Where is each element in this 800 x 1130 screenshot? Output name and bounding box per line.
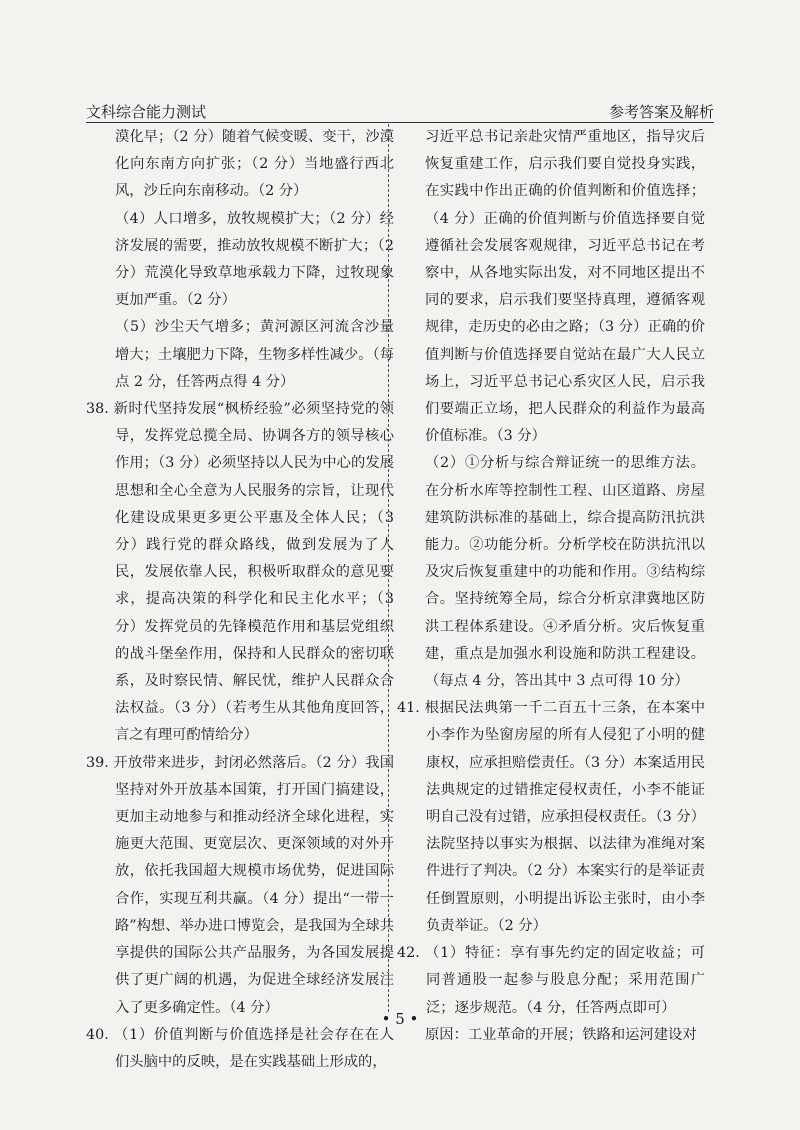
- answer-paragraph: （5）沙尘天气增多；黄河源区河流含沙量增大；土壤肥力下降，生物多样性减少。（每点 2 分，任答两点得 4 分）: [115, 319, 394, 390]
- left-column: [86, 124, 394, 1076]
- answer-paragraph: 漠化早；（2 分）随着气候变暖、变干，沙漠化向东南方向扩张；（2 分）当地盛行西北风，沙丘向东南移动。（2 分）: [115, 129, 394, 200]
- header-section-title: 参考答案及解析: [608, 103, 714, 121]
- page-number: • 5 •: [381, 1010, 419, 1028]
- header-subject-title: 文科综合能力测试: [86, 103, 207, 121]
- right-column: [397, 124, 705, 1049]
- column-divider: [388, 124, 389, 1012]
- answer-item-38: 38. 新时代坚持发展“枫桥经验”必须坚持党的领导，发挥党总揽全局、协调各方的领导核心作用；（3 分）必须坚持以人民为中心的发展思想和全心全意为人民服务的宗旨，让现代化建设成果更多更公平惠及全体人民；（3 分）践行党的群众路线，做到发展为了人民，发展依靠人民，积极听取群众的意见要求，提高决策的科学化和民主化水平；（3 分）发挥党员的先锋模范作用和基层党组织的战斗堡垒作用，保持和人民群众的密切联系，及时察民情、解民忧，维护人民群众合法权益。（3 分）（若考生从其他角度回答，言之有理可酌情给分）: [86, 401, 394, 744]
- answer-paragraph: 原因：工业革命的开展；铁路和运河建设对: [425, 1026, 697, 1043]
- answer-paragraph: （2）①分析与综合辩证统一的思维方法。在分析水库等控制性工程、山区道路、房屋建筑防洪标准的基础上，综合提高防汛抗洪能力。②功能分析。分析学校在防洪抗汛以及灾后恢复重建中的功能和作用。③结构综合。坚持统筹全局，综合分析京津冀地区防洪工程体系建设。④矛盾分析。灾后恢复重建，重点是加强水利设施和防洪工程建设。（每点 4 分，答出其中 3 点可得 10 分）: [425, 455, 705, 690]
- answer-item-40: 40. （1）价值判断与价值选择是社会存在在人们头脑中的反映，是在实践基础上形成的，: [86, 1026, 394, 1070]
- header-rule: [86, 122, 714, 123]
- answer-paragraph: 习近平总书记亲赴灾情严重地区，指导灾后恢复重建工作，启示我们要自觉投身实践，在实践中作出正确的价值判断和价值选择；（4 分）正确的价值判断与价值选择要自觉遵循社会发展客观规律，习近平总书记在考察中，从各地实际出发，对不同地区提出不同的要求，启示我们要坚持真理，遵循客观规律，走历史的必由之路；（3 分）正确的价值判断与价值选择要自觉站在最广大人民立场上，习近平总书记心系灾区人民，启示我们要端正立场，把人民群众的利益作为最高价值标准。（3 分）: [425, 129, 705, 445]
- answer-item-41: 41. 根据民法典第一千二百五十三条，在本案中小李作为坠窗房屋的所有人侵犯了小明的健康权，应承担赔偿责任。（3 分）本案适用民法典规定的过错推定侵权责任，小李不能证明自己没有过错，应承担侵权责任。（3 分）法院坚持以事实为根据、以法律为准绳对案件进行了判决。（2 分）本案实行的是举证责任倒置原则，小明提出诉讼主张时，由小李负责举证。（2 分）: [397, 700, 705, 934]
- answer-item-39: 39. 开放带来进步，封闭必然落后。（2 分）我国坚持对外开放基本国策，打开国门搞建设，更加主动地参与和推动经济全球化进程，实施更大范围、更宽层次、更深领域的对外开放，依托我国超大规模市场优势，促进国际合作，实现互利共赢。（4 分）提出“一带一路”构想、举办进口博览会，是我国为全球共享提供的国际公共产品服务，为各国发展提供了更广阔的机遇，为促进全球经济发展注入了更多确定性。（4 分）: [86, 754, 394, 1016]
- answer-item-42: 42. （1）特征：享有事先约定的固定收益；可同普通股一起参与股息分配；采用范围广泛；逐步规范。（4 分，任答两点即可）: [397, 945, 705, 1016]
- answer-paragraph: （4）人口增多，放牧规模扩大；（2 分）经济发展的需要，推动放牧规模不断扩大；（2 分）荒漠化导致草地承载力下降，过牧现象更加严重。（2 分）: [115, 210, 394, 309]
